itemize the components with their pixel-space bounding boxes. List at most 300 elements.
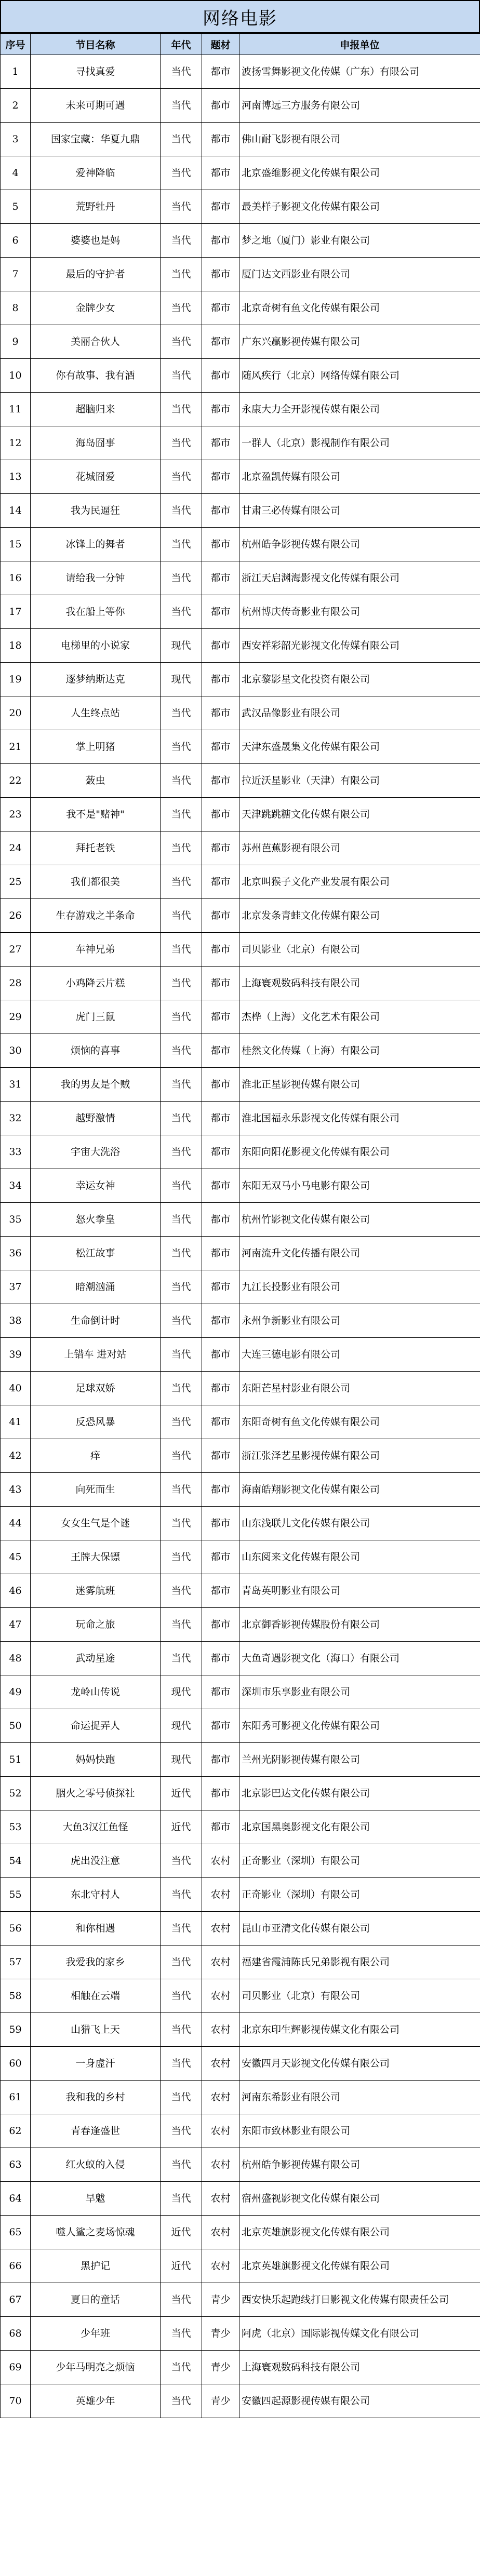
table-row (1, 1304, 480, 1338)
cell-era: 当代 (161, 2081, 202, 2114)
table-row (1, 1507, 480, 1540)
cell-no: 52 (1, 1777, 31, 1810)
cell-no: 63 (1, 2148, 31, 2182)
cell-no: 7 (1, 258, 31, 291)
cell-program-name: 虎门三鼠 (31, 1000, 161, 1034)
cell-theme: 都市 (202, 831, 239, 865)
table-row (1, 1237, 480, 1270)
cell-applicant-unit: 一群人（北京）影视制作有限公司 (239, 426, 480, 460)
cell-program-name: 超脑归来 (31, 393, 161, 426)
cell-theme: 农村 (202, 2216, 239, 2249)
cell-no: 56 (1, 1912, 31, 1946)
cell-applicant-unit: 东阳秀可影视文化传媒有限公司 (239, 1709, 480, 1743)
cell-no: 37 (1, 1270, 31, 1304)
cell-program-name: 王牌大保镖 (31, 1540, 161, 1574)
cell-era: 当代 (161, 1844, 202, 1878)
table-row (1, 764, 480, 798)
cell-era: 当代 (161, 1540, 202, 1574)
cell-era: 当代 (161, 258, 202, 291)
cell-applicant-unit: 山东浅联儿文化传媒有限公司 (239, 1507, 480, 1540)
cell-program-name: 寻找真爱 (31, 55, 161, 89)
cell-era: 当代 (161, 1372, 202, 1405)
cell-applicant-unit: 北京奇树有鱼文化传媒有限公司 (239, 291, 480, 325)
cell-era: 当代 (161, 426, 202, 460)
cell-no: 3 (1, 123, 31, 156)
cell-no: 69 (1, 2351, 31, 2384)
cell-no: 61 (1, 2081, 31, 2114)
cell-applicant-unit: 阿虎（北京）国际影视传媒文化有限公司 (239, 2317, 480, 2351)
table-row (1, 1810, 480, 1844)
table-row (1, 190, 480, 224)
table-body (1, 55, 480, 2418)
cell-era: 当代 (161, 2047, 202, 2081)
cell-applicant-unit: 九江长投影业有限公司 (239, 1270, 480, 1304)
cell-program-name: 金牌少女 (31, 291, 161, 325)
cell-program-name: 龙岭山传说 (31, 1675, 161, 1709)
cell-applicant-unit: 淮北国福永乐影视文化传媒有限公司 (239, 1102, 480, 1135)
cell-theme: 都市 (202, 1743, 239, 1777)
cell-theme: 农村 (202, 2047, 239, 2081)
cell-applicant-unit: 淮北正星影视传媒有限公司 (239, 1068, 480, 1102)
cell-program-name: 怒火拳皇 (31, 1203, 161, 1237)
cell-era: 当代 (161, 730, 202, 764)
cell-era: 当代 (161, 967, 202, 1000)
sheet-title: 网络电影 (0, 0, 480, 33)
cell-era: 当代 (161, 798, 202, 831)
cell-applicant-unit: 青岛英明影业有限公司 (239, 1574, 480, 1608)
table-row (1, 2114, 480, 2148)
table-row (1, 730, 480, 764)
cell-no: 12 (1, 426, 31, 460)
cell-applicant-unit: 山东阅来文化传媒有限公司 (239, 1540, 480, 1574)
cell-no: 68 (1, 2317, 31, 2351)
table-row (1, 1439, 480, 1473)
cell-program-name: 我在船上等你 (31, 595, 161, 629)
cell-no: 6 (1, 224, 31, 258)
cell-program-name: 旱魃 (31, 2182, 161, 2216)
cell-program-name: 我爱我的家乡 (31, 1946, 161, 1979)
cell-applicant-unit: 厦门达文西影业有限公司 (239, 258, 480, 291)
cell-era: 当代 (161, 224, 202, 258)
cell-applicant-unit: 永康大力全开影视传媒有限公司 (239, 393, 480, 426)
cell-theme: 都市 (202, 1000, 239, 1034)
cell-program-name: 玩命之旅 (31, 1608, 161, 1642)
cell-theme: 都市 (202, 1034, 239, 1068)
cell-no: 50 (1, 1709, 31, 1743)
cell-no: 30 (1, 1034, 31, 1068)
cell-theme: 都市 (202, 899, 239, 933)
cell-program-name: 人生终点站 (31, 696, 161, 730)
cell-program-name: 越野激情 (31, 1102, 161, 1135)
table-row (1, 258, 480, 291)
cell-no: 16 (1, 561, 31, 595)
cell-no: 19 (1, 663, 31, 696)
cell-program-name: 幸运女神 (31, 1169, 161, 1203)
cell-theme: 都市 (202, 967, 239, 1000)
cell-program-name: 逐梦纳斯达克 (31, 663, 161, 696)
cell-program-name: 冰锋上的舞者 (31, 528, 161, 561)
cell-no: 17 (1, 595, 31, 629)
cell-applicant-unit: 西安快乐起跑线打日影视文化传媒有限责任公司 (239, 2283, 480, 2317)
cell-applicant-unit: 苏州芭蕉影视有限公司 (239, 831, 480, 865)
cell-era: 当代 (161, 460, 202, 494)
cell-program-name: 英雄少年 (31, 2384, 161, 2418)
cell-theme: 都市 (202, 494, 239, 528)
cell-era: 当代 (161, 1270, 202, 1304)
cell-no: 46 (1, 1574, 31, 1608)
table-row (1, 460, 480, 494)
cell-program-name: 虎出没注意 (31, 1844, 161, 1878)
header-name: 节目名称 (31, 34, 161, 55)
cell-program-name: 小鸡降云片糕 (31, 967, 161, 1000)
cell-program-name: 荒野牡丹 (31, 190, 161, 224)
cell-applicant-unit: 梦之地（厦门）影业有限公司 (239, 224, 480, 258)
cell-program-name: 烦恼的喜事 (31, 1034, 161, 1068)
cell-applicant-unit: 杭州竹影视文化传媒有限公司 (239, 1203, 480, 1237)
cell-era: 当代 (161, 1507, 202, 1540)
cell-era: 当代 (161, 2351, 202, 2384)
cell-era: 近代 (161, 2249, 202, 2283)
cell-applicant-unit: 司贝影业（北京）有限公司 (239, 933, 480, 967)
cell-era: 当代 (161, 393, 202, 426)
cell-applicant-unit: 北京东印生辉影视传媒文化有限公司 (239, 2013, 480, 2047)
cell-no: 44 (1, 1507, 31, 1540)
cell-era: 近代 (161, 1777, 202, 1810)
table-row (1, 1878, 480, 1912)
table-row (1, 595, 480, 629)
cell-no: 49 (1, 1675, 31, 1709)
table-row (1, 494, 480, 528)
cell-theme: 都市 (202, 865, 239, 899)
table-row (1, 426, 480, 460)
cell-applicant-unit: 河南博远三方服务有限公司 (239, 89, 480, 123)
cell-program-name: 山猎飞上天 (31, 2013, 161, 2047)
cell-program-name: 掌上明猪 (31, 730, 161, 764)
cell-no: 38 (1, 1304, 31, 1338)
cell-theme: 都市 (202, 426, 239, 460)
cell-era: 当代 (161, 1034, 202, 1068)
cell-program-name: 电梯里的小说家 (31, 629, 161, 663)
cell-program-name: 黑护记 (31, 2249, 161, 2283)
cell-no: 60 (1, 2047, 31, 2081)
cell-no: 5 (1, 190, 31, 224)
cell-era: 当代 (161, 561, 202, 595)
cell-no: 20 (1, 696, 31, 730)
cell-no: 31 (1, 1068, 31, 1102)
cell-theme: 都市 (202, 1810, 239, 1844)
cell-theme: 农村 (202, 2081, 239, 2114)
cell-era: 当代 (161, 325, 202, 359)
table-row (1, 865, 480, 899)
cell-theme: 都市 (202, 55, 239, 89)
cell-theme: 都市 (202, 1270, 239, 1304)
cell-era: 当代 (161, 2384, 202, 2418)
cell-program-name: 我的男友是个贼 (31, 1068, 161, 1102)
cell-applicant-unit: 北京盛维影视文化传媒有限公司 (239, 156, 480, 190)
cell-theme: 都市 (202, 595, 239, 629)
cell-program-name: 宇宙大洗浴 (31, 1135, 161, 1169)
cell-theme: 青少 (202, 2351, 239, 2384)
cell-program-name: 大鱼3汉江鱼怪 (31, 1810, 161, 1844)
cell-applicant-unit: 河南流升文化传播有限公司 (239, 1237, 480, 1270)
cell-theme: 都市 (202, 1777, 239, 1810)
cell-program-name: 生存游戏之半条命 (31, 899, 161, 933)
cell-theme: 都市 (202, 798, 239, 831)
table-row (1, 1102, 480, 1135)
cell-theme: 都市 (202, 663, 239, 696)
cell-applicant-unit: 随风疾行（北京）网络传媒有限公司 (239, 359, 480, 393)
cell-program-name: 美丽合伙人 (31, 325, 161, 359)
cell-era: 当代 (161, 1878, 202, 1912)
cell-program-name: 一身虚汗 (31, 2047, 161, 2081)
cell-era: 当代 (161, 2283, 202, 2317)
cell-era: 当代 (161, 359, 202, 393)
cell-no: 28 (1, 967, 31, 1000)
cell-applicant-unit: 杭州皓争影视传媒有限公司 (239, 528, 480, 561)
cell-theme: 都市 (202, 1473, 239, 1507)
table-row (1, 798, 480, 831)
cell-era: 当代 (161, 2013, 202, 2047)
cell-no: 18 (1, 629, 31, 663)
cell-applicant-unit: 北京御香影视传媒股份有限公司 (239, 1608, 480, 1642)
cell-era: 当代 (161, 2114, 202, 2148)
table-row (1, 1203, 480, 1237)
cell-era: 当代 (161, 1102, 202, 1135)
cell-theme: 都市 (202, 460, 239, 494)
cell-program-name: 请给我一分钟 (31, 561, 161, 595)
cell-era: 当代 (161, 2148, 202, 2182)
cell-applicant-unit: 北京发条青蛙文化传媒有限公司 (239, 899, 480, 933)
cell-program-name: 红火蚁的入侵 (31, 2148, 161, 2182)
cell-applicant-unit: 宿州盛视影视文化传媒有限公司 (239, 2182, 480, 2216)
cell-program-name: 夏日的童话 (31, 2283, 161, 2317)
cell-no: 27 (1, 933, 31, 967)
cell-era: 近代 (161, 1810, 202, 1844)
cell-no: 47 (1, 1608, 31, 1642)
cell-era: 当代 (161, 1979, 202, 2013)
table-row (1, 1777, 480, 1810)
cell-theme: 都市 (202, 359, 239, 393)
cell-no: 54 (1, 1844, 31, 1878)
cell-theme: 都市 (202, 1338, 239, 1372)
cell-applicant-unit: 大连三德电影有限公司 (239, 1338, 480, 1372)
cell-era: 当代 (161, 696, 202, 730)
cell-program-name: 妈妈快跑 (31, 1743, 161, 1777)
table-row (1, 325, 480, 359)
cell-applicant-unit: 杭州皓争影视传媒有限公司 (239, 2148, 480, 2182)
cell-theme: 农村 (202, 1878, 239, 1912)
table-row (1, 89, 480, 123)
cell-theme: 农村 (202, 1979, 239, 2013)
cell-no: 10 (1, 359, 31, 393)
cell-theme: 都市 (202, 1507, 239, 1540)
cell-theme: 都市 (202, 224, 239, 258)
cell-program-name: 迷雾航班 (31, 1574, 161, 1608)
table-row (1, 2013, 480, 2047)
table-row (1, 696, 480, 730)
cell-applicant-unit: 天津东盛晟集文化传媒有限公司 (239, 730, 480, 764)
header-theme: 题材 (202, 34, 239, 55)
cell-era: 近代 (161, 2216, 202, 2249)
cell-theme: 都市 (202, 764, 239, 798)
cell-program-name: 我不是"赌神" (31, 798, 161, 831)
cell-theme: 都市 (202, 1675, 239, 1709)
cell-no: 45 (1, 1540, 31, 1574)
cell-applicant-unit: 拉近沃星影业（天津）有限公司 (239, 764, 480, 798)
cell-applicant-unit: 广东兴赢影视传媒有限公司 (239, 325, 480, 359)
cell-applicant-unit: 东阳芒星村影业有限公司 (239, 1372, 480, 1405)
header-era: 年代 (161, 34, 202, 55)
table-row (1, 123, 480, 156)
cell-applicant-unit: 北京英雄旗影视文化传媒有限公司 (239, 2216, 480, 2249)
cell-era: 现代 (161, 1709, 202, 1743)
cell-theme: 都市 (202, 1135, 239, 1169)
cell-no: 2 (1, 89, 31, 123)
cell-theme: 都市 (202, 561, 239, 595)
cell-no: 25 (1, 865, 31, 899)
cell-no: 9 (1, 325, 31, 359)
cell-no: 43 (1, 1473, 31, 1507)
cell-program-name: 命运捉弄人 (31, 1709, 161, 1743)
cell-no: 64 (1, 2182, 31, 2216)
table-row (1, 1270, 480, 1304)
cell-era: 当代 (161, 156, 202, 190)
cell-applicant-unit: 北京叫猴子文化产业发展有限公司 (239, 865, 480, 899)
cell-applicant-unit: 浙江天启渊海影视文化传媒有限公司 (239, 561, 480, 595)
cell-applicant-unit: 正奇影业（深圳）有限公司 (239, 1878, 480, 1912)
cell-theme: 青少 (202, 2317, 239, 2351)
cell-program-name: 花城囧爱 (31, 460, 161, 494)
cell-program-name: 海岛囧事 (31, 426, 161, 460)
cell-no: 57 (1, 1946, 31, 1979)
cell-era: 当代 (161, 1473, 202, 1507)
cell-program-name: 我为民逼狂 (31, 494, 161, 528)
cell-era: 当代 (161, 190, 202, 224)
cell-era: 现代 (161, 1743, 202, 1777)
cell-theme: 都市 (202, 1709, 239, 1743)
table-row (1, 1675, 480, 1709)
cell-no: 15 (1, 528, 31, 561)
cell-program-name: 国家宝藏：华夏九鼎 (31, 123, 161, 156)
cell-no: 58 (1, 1979, 31, 2013)
cell-applicant-unit: 甘肃三必传媒有限公司 (239, 494, 480, 528)
cell-applicant-unit: 西安祥彩韶光影视文化传媒有限公司 (239, 629, 480, 663)
cell-program-name: 我和我的乡村 (31, 2081, 161, 2114)
cell-theme: 都市 (202, 1574, 239, 1608)
cell-applicant-unit: 佛山耐飞影视有限公司 (239, 123, 480, 156)
cell-theme: 都市 (202, 730, 239, 764)
cell-program-name: 我们都很美 (31, 865, 161, 899)
cell-applicant-unit: 北京影巴达文化传媒有限公司 (239, 1777, 480, 1810)
cell-program-name: 痒 (31, 1439, 161, 1473)
cell-no: 4 (1, 156, 31, 190)
cell-program-name: 蔹虫 (31, 764, 161, 798)
cell-applicant-unit: 海南皓翔影视文化传媒有限公司 (239, 1473, 480, 1507)
table-row (1, 1034, 480, 1068)
cell-era: 当代 (161, 865, 202, 899)
cell-theme: 都市 (202, 1304, 239, 1338)
table-row (1, 224, 480, 258)
cell-no: 39 (1, 1338, 31, 1372)
cell-no: 22 (1, 764, 31, 798)
header-row (1, 34, 480, 55)
cell-program-name: 和你相遇 (31, 1912, 161, 1946)
table-row (1, 393, 480, 426)
cell-no: 32 (1, 1102, 31, 1135)
cell-applicant-unit: 北京国黑奥影视文化有限公司 (239, 1810, 480, 1844)
cell-era: 当代 (161, 528, 202, 561)
cell-theme: 都市 (202, 696, 239, 730)
cell-no: 62 (1, 2114, 31, 2148)
cell-theme: 农村 (202, 2249, 239, 2283)
cell-era: 当代 (161, 89, 202, 123)
cell-theme: 都市 (202, 156, 239, 190)
table-row (1, 2283, 480, 2317)
cell-program-name: 拜托老铁 (31, 831, 161, 865)
table-row (1, 561, 480, 595)
cell-program-name: 你有故事、我有酒 (31, 359, 161, 393)
table-row (1, 2351, 480, 2384)
table-row (1, 359, 480, 393)
table-row (1, 2249, 480, 2283)
cell-applicant-unit: 东阳向阳花影视文化传媒有限公司 (239, 1135, 480, 1169)
table-row (1, 1743, 480, 1777)
table-row (1, 1473, 480, 1507)
table-row (1, 1608, 480, 1642)
table-row (1, 1135, 480, 1169)
cell-no: 66 (1, 2249, 31, 2283)
table-row (1, 55, 480, 89)
cell-era: 现代 (161, 1675, 202, 1709)
cell-theme: 都市 (202, 89, 239, 123)
cell-era: 当代 (161, 55, 202, 89)
table-row (1, 1169, 480, 1203)
cell-theme: 都市 (202, 258, 239, 291)
cell-applicant-unit: 天津跳跳糖文化传媒有限公司 (239, 798, 480, 831)
cell-program-name: 青春逢盛世 (31, 2114, 161, 2148)
cell-era: 当代 (161, 2317, 202, 2351)
cell-era: 当代 (161, 1439, 202, 1473)
cell-theme: 都市 (202, 1237, 239, 1270)
cell-no: 13 (1, 460, 31, 494)
cell-applicant-unit: 司贝影业（北京）有限公司 (239, 1979, 480, 2013)
table-row (1, 831, 480, 865)
cell-era: 当代 (161, 1203, 202, 1237)
cell-era: 当代 (161, 1946, 202, 1979)
cell-no: 67 (1, 2283, 31, 2317)
cell-theme: 农村 (202, 2114, 239, 2148)
cell-theme: 都市 (202, 1372, 239, 1405)
cell-no: 29 (1, 1000, 31, 1034)
cell-applicant-unit: 永州争新影业有限公司 (239, 1304, 480, 1338)
cell-no: 24 (1, 831, 31, 865)
cell-theme: 都市 (202, 190, 239, 224)
cell-no: 23 (1, 798, 31, 831)
cell-no: 48 (1, 1642, 31, 1675)
cell-era: 当代 (161, 1237, 202, 1270)
cell-theme: 都市 (202, 1540, 239, 1574)
table-row (1, 1372, 480, 1405)
table-row (1, 528, 480, 561)
cell-era: 当代 (161, 494, 202, 528)
cell-program-name: 最后的守护者 (31, 258, 161, 291)
cell-program-name: 未来可期可遇 (31, 89, 161, 123)
program-table (0, 33, 480, 2418)
cell-applicant-unit: 大鱼奇遇影视文化（海口）有限公司 (239, 1642, 480, 1675)
cell-program-name: 车神兄弟 (31, 933, 161, 967)
cell-era: 当代 (161, 1608, 202, 1642)
table-row (1, 2182, 480, 2216)
